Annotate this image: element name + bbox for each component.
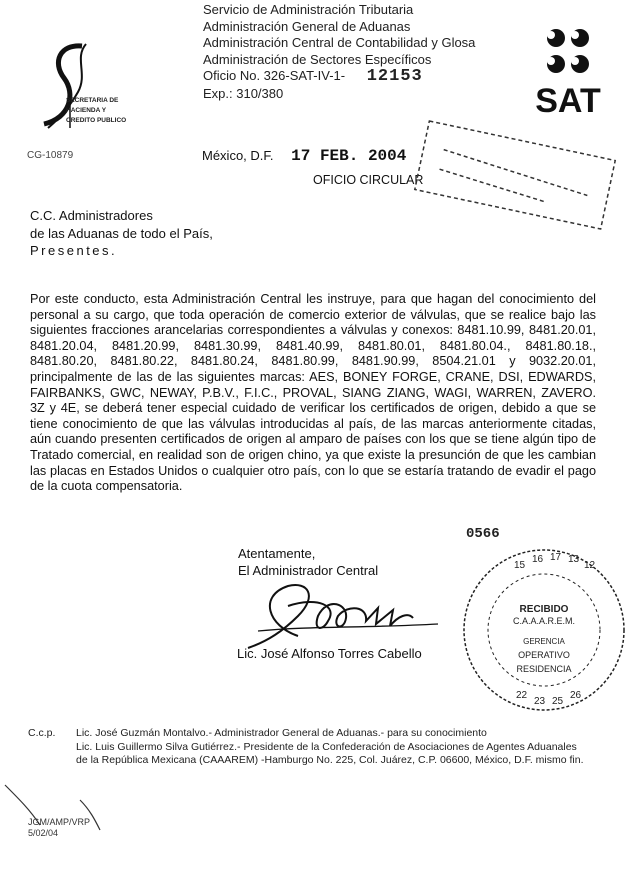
oficio-line xyxy=(203,68,475,86)
seal-org: C.A.A.A.R.E.M. xyxy=(512,616,576,626)
folio-number: 0566 xyxy=(466,526,500,542)
ccp-line-3: de la República Mexicana (CAAAREM) -Hamburgo No. 225, Col. Juárez, C.P. 06600, México, D.F. mismo fin. xyxy=(76,754,584,766)
letterhead xyxy=(203,2,475,102)
addressee-line-1: C.C. Administradores xyxy=(30,208,153,223)
seal-number: 22 xyxy=(516,690,528,701)
addressee xyxy=(30,207,213,260)
seal-gerencia: GERENCIA xyxy=(523,637,565,646)
header-line-1: Servicio de Administración Tributaria xyxy=(203,2,414,17)
closing: Atentamente, xyxy=(238,546,316,561)
seal-operativo: OPERATIVO xyxy=(518,650,570,660)
initials-scribble xyxy=(0,780,120,845)
shcp-logo-text xyxy=(66,96,126,126)
signer-title: El Administrador Central xyxy=(238,563,379,578)
body-paragraph: Por este conducto, esta Administración Central les instruye, para que hagan del conocimiento del personal a su cargo, que toda operación de comercio exterior de válvulas, que se realice bajo las siguientes fracciones arancelarias correspondientes a válvulas y conexos: 8481.10.99, 8481.20.01, 8481.20.04, 8481.20.99, 8481.30.99, 8481.40.99, 8481.80.01, 8481.80.04., 8481.80.18., 8481.80.20, 8481.80.22, 8481.80.24, 8481.80.99, 8481.90.99, 8504.21.01 y 9032.20.01, principalmente de las de las siguientes marcas: AES, BONEY FORGE, CRANE, DSI, EDWARDS, FAIRBANKS, GWC, NEWAY, P.B.V., F.I.C., PROVAL, SIANG ZIANG, WAGI, WARREN, ZAVERO. 3Z y 4E, se deberá tener especial cuidado de verificar los certificados de origen, debido a que se tiene conocimiento de que las válvulas introducidas al país, de las marcas anteriormente citadas, aún cuando presenten certificados de origen al amparo de países con los que se tiene algún tipo de Tratado comercial, en realidad son de origen chino, ya que existe la presunción de que les cambian las placas en Estados Unidos o cualquier otro país, con lo que se estaría tratando de evadir el pago de la cuota compensatoria. xyxy=(30,292,596,494)
logo-line: HACIENDA Y xyxy=(66,107,107,114)
initials-line-2: 5/02/04 xyxy=(28,828,59,838)
carbon-copy xyxy=(28,727,628,772)
header-line-2: Administración General de Aduanas xyxy=(203,18,411,34)
document-type: OFICIO CIRCULAR xyxy=(313,173,424,187)
ccp-line-1: Lic. José Guzmán Montalvo.- Administrador General de Aduanas.- para su conocimiento xyxy=(76,727,487,739)
seal-number: 25 xyxy=(552,696,564,707)
ccp-lines xyxy=(76,727,616,768)
seal-number: 23 xyxy=(534,696,546,707)
logo-line: CREDITO PUBLICO xyxy=(66,117,127,124)
addressee-line-3: Presentes. xyxy=(30,243,118,258)
seal-number: 15 xyxy=(514,560,526,571)
expediente: Exp.: 310/380 xyxy=(203,85,284,101)
header-line-4: Administración de Sectores Específicos xyxy=(203,51,432,67)
logo-line: SECRETARIA DE xyxy=(66,97,119,104)
initials-line-1: JGM/AMP/VRP xyxy=(28,817,91,827)
header-line-3: Administración Central de Contabilidad y Glosa xyxy=(203,35,476,50)
ccp-label: C.c.p. xyxy=(28,727,56,739)
ccp-line-2: Lic. Luis Guillermo Silva Gutiérrez.- Presidente de la Confederación de Asociaciones de Agentes Aduanales xyxy=(76,740,577,753)
seal-residencia: RESIDENCIA xyxy=(516,664,572,674)
place: México, D.F. xyxy=(202,148,274,163)
signer-name: Lic. José Alfonso Torres Cabello xyxy=(237,646,422,661)
addressee-line-2: de las Aduanas de todo el País, xyxy=(30,225,213,241)
place-date xyxy=(202,147,406,165)
reception-stamp xyxy=(400,120,630,235)
date-stamp: 17 FEB. 2004 xyxy=(291,147,407,165)
sat-logo xyxy=(518,28,618,123)
seal-recibido: RECIBIDO xyxy=(519,604,569,615)
oficio-label: Oficio No. 326-SAT-IV-1- xyxy=(203,68,346,83)
seal-number: 16 xyxy=(532,554,544,565)
seal-number: 17 xyxy=(550,552,562,563)
seal-number: 26 xyxy=(570,690,582,701)
document-code: CG-10879 xyxy=(27,150,74,161)
received-seal xyxy=(456,540,636,725)
signature-block xyxy=(238,545,378,579)
seal-number: 12 xyxy=(584,560,596,571)
oficio-number: 12153 xyxy=(366,67,423,86)
seal-number: 13 xyxy=(568,554,580,565)
sat-logo-text: SAT xyxy=(535,82,601,118)
